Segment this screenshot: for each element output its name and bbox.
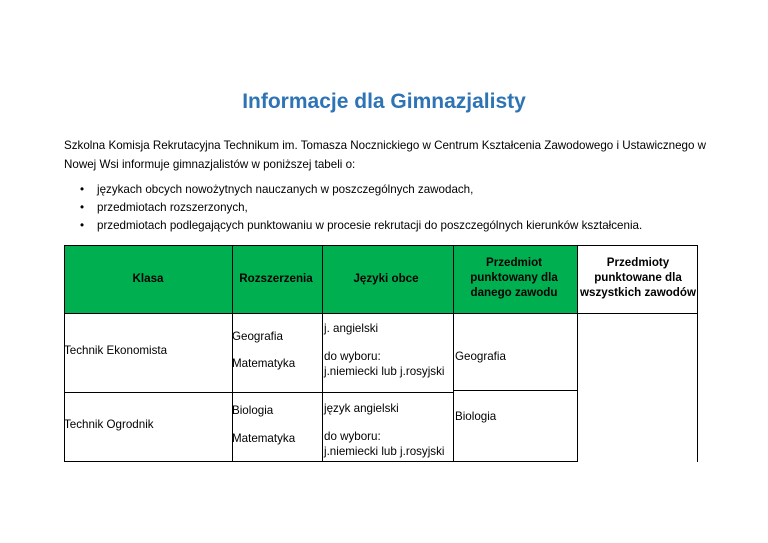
bullet-text: przedmiotach podlegających punktowaniu w procesie rekrutacji do poszczególnych kierunków kształcenia. (97, 219, 643, 232)
row1-rozszerzenie: Matematyka (232, 357, 296, 370)
table-border (453, 245, 454, 462)
row1-klasa: Technik Ekonomista (64, 344, 168, 357)
list-item (64, 181, 642, 199)
intro-paragraph: Szkolna Komisja Rekrutacyjna Technikum im. Tomasza Nocznickiego w Centrum Kształcenia Zawodowego i Ustawicznego w Nowej Wsi informuje gimnazjalistów w poniższej tabeli o: (64, 139, 707, 171)
row2-rozszerzenie: Biologia (232, 404, 274, 417)
bullet-text: przedmiotach rozszerzonych, (97, 201, 248, 214)
list-item (64, 199, 642, 217)
header-klasa: Klasa (132, 272, 164, 285)
table-border (64, 313, 698, 314)
table-border (697, 245, 698, 462)
header-jezyki-obce: Języki obce (353, 272, 419, 285)
header-przedmioty-wszystkie: Przedmioty punktowane dla wszystkich zawodów (580, 256, 696, 299)
table-border (64, 392, 453, 393)
table-border (577, 245, 578, 462)
table-border (64, 461, 578, 462)
table-border (64, 245, 698, 246)
list-item (64, 217, 642, 235)
row2-klasa: Technik Ogrodnik (64, 418, 154, 431)
bullet-icon: • (80, 183, 85, 196)
row2-jezyk: j.niemiecki lub j.rosyjski (324, 445, 445, 458)
header-przedmiot-zawod: Przedmiot punktowany dla danego zawodu (470, 256, 558, 299)
row2-jezyk: do wyboru: (324, 430, 381, 443)
table-border (232, 245, 233, 462)
page-title: Informacje dla Gimnazjalisty (242, 90, 526, 113)
row2-rozszerzenie: Matematyka (232, 432, 296, 445)
bullet-list (64, 181, 642, 235)
header-rozszerzenia: Rozszerzenia (239, 272, 313, 285)
row1-jezyk: j. angielski (324, 322, 379, 335)
row1-jezyk: j.niemiecki lub j.rosyjski (324, 365, 445, 378)
row2-przedmiot: Biologia (455, 410, 497, 423)
bullet-text: językach obcych nowożytnych nauczanych w poszczególnych zawodach, (97, 183, 474, 196)
table-border (453, 390, 578, 391)
bullet-icon: • (80, 219, 85, 232)
row1-przedmiot: Geografia (455, 350, 506, 363)
row1-jezyk: do wyboru: (324, 350, 381, 363)
row2-jezyk: język angielski (324, 402, 399, 415)
row1-rozszerzenie: Geografia (232, 330, 283, 343)
bullet-icon: • (80, 201, 85, 214)
table-border (322, 245, 323, 462)
info-table (64, 245, 698, 462)
